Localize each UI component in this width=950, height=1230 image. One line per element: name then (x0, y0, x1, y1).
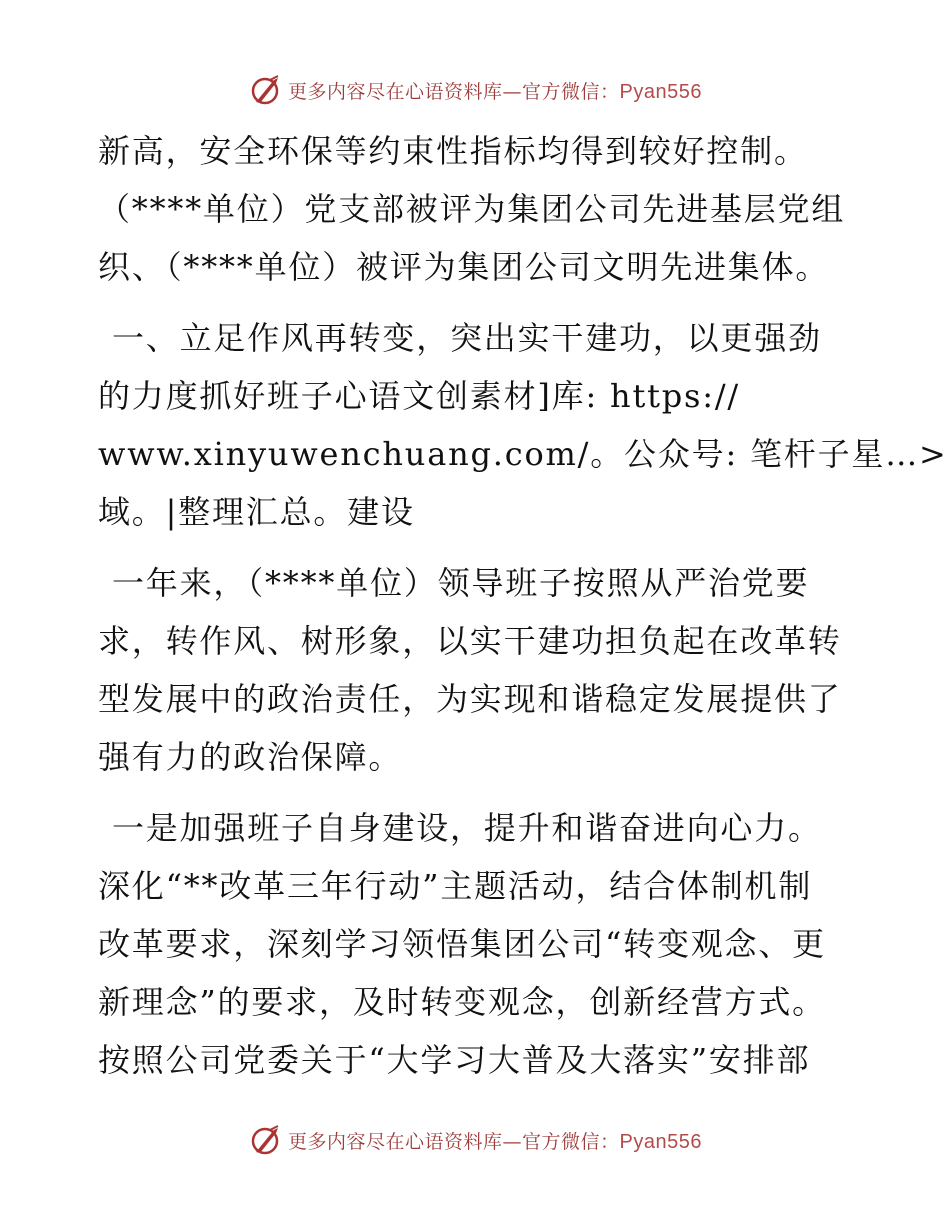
banner-wechat-id: Pyan556 (619, 80, 702, 103)
text-line: 深化“**改革三年行动”主题活动，结合体制机制 (98, 867, 813, 905)
banner-wechat-label: 官方微信： (522, 1130, 620, 1153)
text-line: www.xinyuwenchuang.com/。公众号: 笔杆子星…> (98, 435, 948, 473)
text-line: 新理念”的要求，及时转变观念，创新经营方式。 (98, 983, 826, 1021)
banner-wechat-label: 官方微信： (522, 80, 620, 103)
banner-site: 更多内容尽在心语资料库 (288, 80, 503, 103)
banner-site: 更多内容尽在心语资料库 (288, 1130, 503, 1153)
text-line: 新高，安全环保等约束性指标均得到较好控制。 (98, 132, 808, 170)
text-line: 按照公司党委关于“大学习大普及大落实”安排部 (98, 1041, 811, 1079)
banner-dash: — (502, 1130, 523, 1153)
header-banner (0, 70, 950, 110)
quill-pen-logo-icon (248, 72, 284, 108)
footer-banner (0, 1120, 950, 1160)
text-line: 织、（****单位）被评为集团公司文明先进集体。 (98, 248, 830, 286)
banner-text (288, 1127, 702, 1154)
text-line: 的力度抓好班子心语文创素材]库: https:// (98, 377, 741, 415)
banner-wechat-id: Pyan556 (619, 1130, 702, 1153)
document-body (98, 122, 948, 1089)
text-line: 域。|整理汇总。建设 (98, 493, 415, 531)
text-line: 改革要求，深刻学习领悟集团公司“转变观念、更 (98, 925, 826, 963)
text-line: 一年来，（****单位）领导班子按照从严治党要 (112, 564, 810, 602)
banner-dash: — (502, 80, 523, 103)
section-heading: 一、立足作风再转变，突出实干建功，以更强劲 (112, 319, 822, 357)
quill-pen-logo-icon (248, 1122, 284, 1158)
text-line: 型发展中的政治责任，为实现和谐稳定发展提供了 (98, 680, 842, 718)
text-line: 强有力的政治保障。 (98, 738, 403, 776)
text-line: （****单位）党支部被评为集团公司先进基层党组 (98, 190, 846, 228)
text-line: 求，转作风、树形象，以实干建功担负起在改革转 (98, 622, 842, 660)
banner-text (288, 77, 702, 104)
text-line: 一是加强班子自身建设，提升和谐奋进向心力。 (112, 809, 822, 847)
